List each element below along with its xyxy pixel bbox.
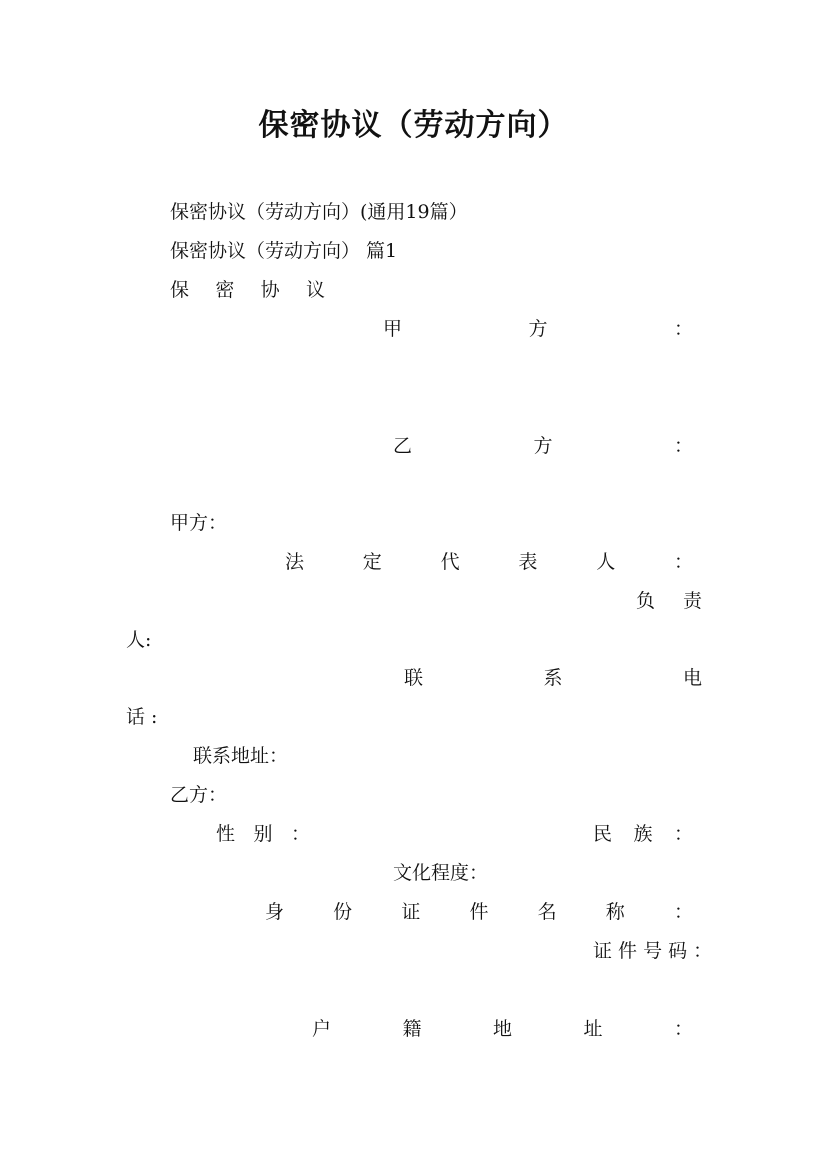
label-char: 负 [636,590,656,612]
label-char: 表 [518,551,538,573]
id-number-label: 证 件 号 码 ： [593,940,713,962]
label-char: 乙 [393,435,413,457]
label-char: 性 [216,823,236,845]
heading-char: 议 [305,279,325,301]
label-char: 甲 [383,318,403,340]
label-char: ： [673,435,693,457]
label-char: 代 [440,551,460,573]
label-char: 民 [593,823,613,845]
ethnicity-label [593,822,693,846]
gender-label [216,822,310,846]
label-char: 联 [404,667,424,689]
contact-phone-bottom: 话 : [126,706,158,728]
label-char: 责 [682,590,702,612]
responsible-person-top [636,589,702,613]
label-char: ： [673,823,693,845]
label-char: 方 [533,435,553,457]
party-a-label [383,317,693,341]
label-char: 份 [333,901,353,923]
party-b-section: 乙方： [170,784,228,806]
household-address-label [312,1017,693,1041]
label-char: 定 [362,551,382,573]
label-char: 籍 [402,1018,422,1040]
heading-char: 保 [170,279,190,301]
label-char: ： [673,1018,693,1040]
label-char: 件 [469,901,489,923]
label-char: ： [673,551,693,573]
label-char: ： [290,823,310,845]
label-char: ： [673,901,693,923]
label-char: 称 [605,901,625,923]
intro-line: 保密协议（劳动方向）(通用19篇） [170,201,468,223]
contact-address: 联系地址： [193,745,289,767]
contact-phone-top [404,666,702,690]
label-char: 地 [492,1018,512,1040]
label-char: 法 [285,551,305,573]
legal-representative [285,550,693,574]
id-name-label [265,900,693,924]
label-char: 名 [537,901,557,923]
label-char: 族 [633,823,653,845]
label-char: 别 [253,823,273,845]
agreement-heading [170,278,325,302]
label-char: 身 [265,901,285,923]
label-char: 址 [583,1018,603,1040]
party-a-section: 甲方： [170,512,228,534]
label-char: 人 [596,551,616,573]
label-char: 户 [312,1018,332,1040]
heading-char: 密 [215,279,235,301]
label-char: 电 [682,667,702,689]
party-b-label [393,434,693,458]
label-char: 方 [528,318,548,340]
label-char: ： [673,318,693,340]
education-label: 文化程度： [393,862,489,884]
responsible-person-bottom: 人: [126,629,152,651]
heading-char: 协 [260,279,280,301]
label-char: 证 [401,901,421,923]
document-title: 保密协议（劳动方向） [258,108,569,143]
chapter-line: 保密协议（劳动方向） 篇1 [170,240,398,262]
label-char: 系 [543,667,563,689]
